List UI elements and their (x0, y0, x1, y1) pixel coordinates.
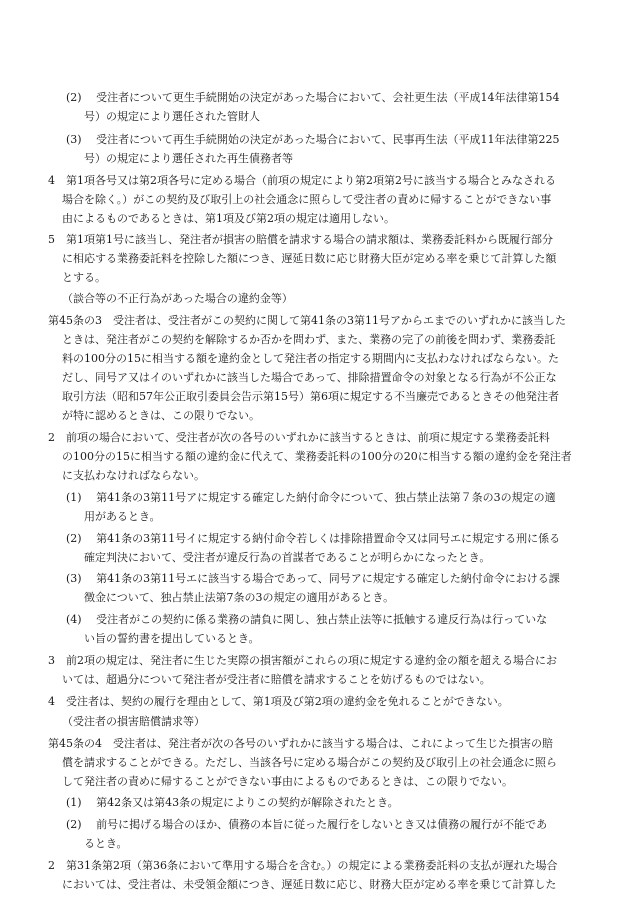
sub-item-4-line-1: (4) 受注者がこの契約に係る業務の請負に関し、独占禁止法等に抵触する違反行為は行っていな (66, 613, 548, 627)
article-45-3-line-5: 取引方法（昭和57年公正取引委員会告示第15号）第6項に規定する不当廉売であるときその他発注者 (62, 390, 559, 403)
sub-item-1-line-1: (1) 第41条の3第11号アに規定する確定した納付命令について、独占禁止法第７条の3の規定の適 (66, 490, 556, 504)
para-4-line-2: 場合を除く。）がこの契約及び取引上の社会通念に照らして受注者の責めに帰することができない事 (62, 192, 552, 206)
article-caption-45-3: （談合等の不正行為があった場合の違約金等） (62, 292, 293, 306)
article-45-4-line-3: して発注者の責めに帰することができない事由によるものであるときは、この限りでない。 (62, 774, 513, 788)
sub-item-1-line-2: 用があるとき。 (84, 509, 161, 523)
item-2-line-1: (2) 受注者について更生手続開始の決定があった場合において、会社更生法（平成14年法律第154 (66, 91, 560, 104)
article-45-3-line-1: 第45条の3 受注者は、受注者がこの契約に関して第41条の3第11号アからエまでのいずれかに該当した (48, 314, 566, 328)
article-45-3-para-3-line-2: いては、超過分について発注者が受注者に賠償を請求することを妨げるものではない。 (62, 672, 491, 686)
article-caption-45-4: （受注者の損害賠償請求等） (62, 714, 205, 728)
article-45-4-item-1: (1) 第42条又は第43条の規定によりこの契約が解除されたとき。 (66, 796, 399, 810)
sub-item-3-line-1: (3) 第41条の3第11号エに該当する場合であって、同号アに規定する確定した納付命令における課 (66, 572, 560, 586)
sub-item-2-line-1: (2) 第41条の3第11号イに規定する納付命令若しくは排除措置命令又は同号エに規定する刑に係る (66, 531, 561, 545)
article-45-4-para-2-line-2: においては、受注者は、未受領金額につき、遅延日数に応じ、財務大臣が定める率を乗じて計算した (62, 878, 557, 891)
article-45-4-line-1: 第45条の4 受注者は、発注者が次の各号のいずれかに該当する場合は、これによって生じた損害の賠 (48, 736, 553, 750)
article-45-3-para-2-line-2: の100分の15に相当する額の違約金に代えて、業務委託料の100分の20に相当する額の違約金を発注者 (62, 449, 572, 463)
item-2-line-2: 号）の規定により選任された管財人 (84, 110, 260, 123)
para-4-line-3: 由によるものであるときは、第1項及び第2項の規定は適用しない。 (62, 211, 395, 225)
article-45-3-para-3-line-1: 3 前2項の規定は、発注者に生じた実際の損害額がこれらの項に規定する違約金の額を超える場合にお (48, 654, 557, 667)
article-45-3-line-2: ときは、発注者がこの契約を解除するか否かを問わず、また、業務の完了の前後を問わず、業務委託 (62, 333, 556, 347)
article-45-4-item-2-line-1: (2) 前号に掲げる場合のほか、債務の本旨に従った履行をしないとき又は債務の履行が不能であ (66, 818, 548, 832)
article-45-3-para-2-line-1: 2 前項の場合において、受注者が次の各号のいずれかに該当するときは、前項に規定する業務委託料 (48, 430, 550, 444)
article-45-4-para-2-line-1: 2 第31条第2項（第36条において準用する場合を含む。）の規定による業務委託料の支払が遅れた場合 (48, 859, 558, 872)
article-45-4-item-2-line-2: るとき。 (84, 837, 128, 851)
para-5-line-2: に相応する業務委託料を控除した額につき、遅延日数に応じ財務大臣が定める率を乗じて計算した額 (62, 252, 557, 266)
article-45-3-line-6: が特に認めるときは、この限りでない。 (62, 409, 260, 422)
article-45-3-line-4: だし、同号ア又はイのいずれかに該当した場合であって、排除措置命令の対象となる行為が不公正な (62, 371, 557, 385)
sub-item-3-line-2: 徴金について、独占禁止法第7条の3の規定の適用があるとき。 (84, 591, 395, 605)
article-45-3-line-3: 料の100分の15に相当する額を違約金として発注者の指定する期間内に支払わなければならない。た (62, 352, 559, 366)
sub-item-2-line-2: 確定判決において、受注者が違反行為の首謀者であることが明らかになったとき。 (84, 550, 491, 564)
para-5-line-1: 5 第1項第1号に該当し、発注者が損害の賠償を請求する場合の請求額は、業務委託料から既履行部分 (48, 233, 553, 247)
article-45-3-para-4: 4 受注者は、契約の履行を理由として、第1項及び第2項の違約金を免れることができない。 (48, 694, 509, 708)
para-5-line-3: とする。 (62, 271, 106, 285)
article-45-3-para-2-line-3: に支払わなければならない。 (62, 468, 205, 482)
sub-item-4-line-2: い旨の誓約書を提出しているとき。 (84, 632, 260, 646)
para-4-line-1: 4 第1項各号又は第2項各号に定める場合（前項の規定により第2項第2号に該当する場合とみなされる (48, 173, 556, 187)
item-3-line-2: 号）の規定により選任された再生債務者等 (84, 151, 293, 165)
item-3-line-1: (3) 受注者について再生手続開始の決定があった場合において、民事再生法（平成11年法律第225 (66, 132, 560, 146)
article-45-4-line-2: 償を請求することができる。ただし、当該各号に定める場合がこの契約及び取引上の社会通念に照ら (62, 755, 557, 769)
